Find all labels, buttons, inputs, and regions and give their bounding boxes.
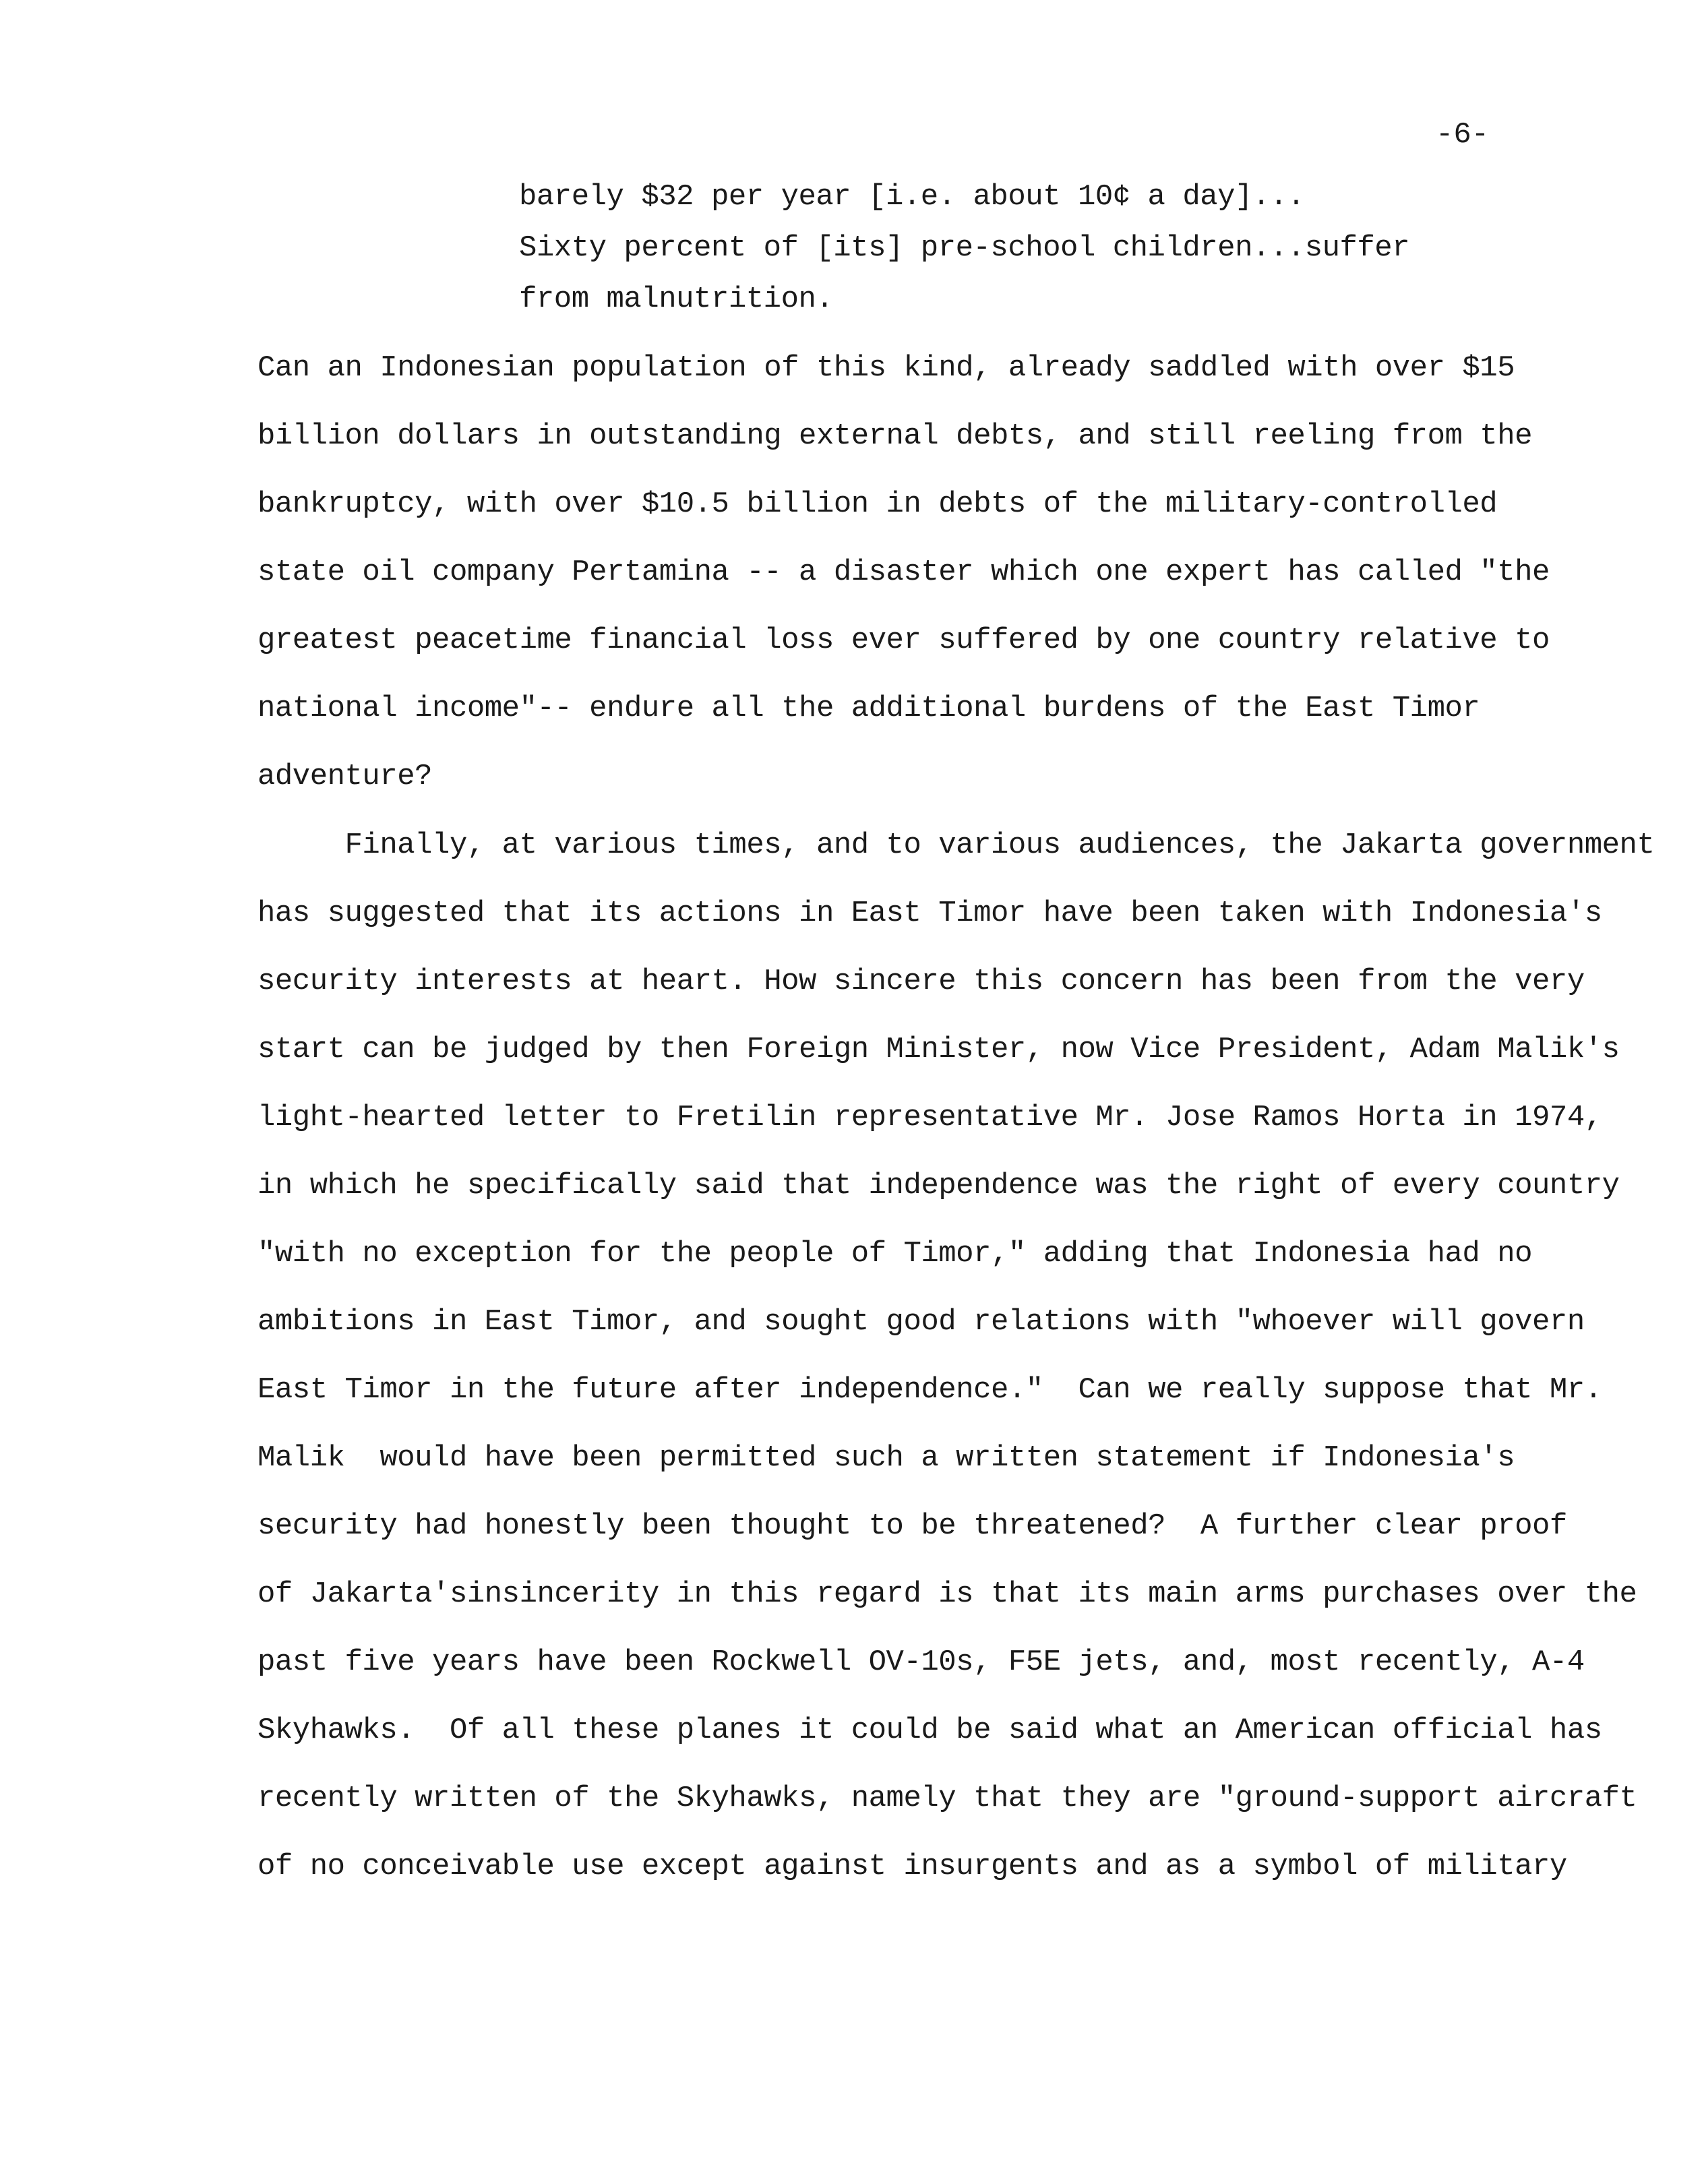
body-text-line: Can an Indonesian population of this kind, already saddled with over $15 xyxy=(257,351,1515,385)
body-text-line: in which he specifically said that independence was the right of every country xyxy=(257,1169,1620,1203)
page-number: -6- xyxy=(1436,118,1490,152)
body-text-line: recently written of the Skyhawks, namely that they are "ground-support aircraft xyxy=(257,1782,1637,1815)
body-text-line: bankruptcy, with over $10.5 billion in debts of the military-controlled xyxy=(257,487,1498,521)
body-text-line: billion dollars in outstanding external debts, and still reeling from the xyxy=(257,419,1533,453)
body-text-line: East Timor in the future after independence." Can we really suppose that Mr. xyxy=(257,1373,1602,1407)
quote-line: from malnutrition. xyxy=(519,282,834,316)
body-text-line: greatest peacetime financial loss ever suffered by one country relative to xyxy=(257,624,1550,657)
body-text-line: security interests at heart. How sincere this concern has been from the very xyxy=(257,965,1585,998)
quote-line: barely $32 per year [i.e. about 10¢ a day]... xyxy=(519,180,1305,214)
body-text-line: start can be judged by then Foreign Minister, now Vice President, Adam Malik's xyxy=(257,1033,1620,1066)
body-text-line: adventure? xyxy=(257,760,433,793)
body-text-line: Skyhawks. Of all these planes it could be said what an American official has xyxy=(257,1713,1602,1747)
body-text-line: state oil company Pertamina -- a disaster which one expert has called "the xyxy=(257,555,1550,589)
body-text-line: ambitions in East Timor, and sought good relations with "whoever will govern xyxy=(257,1305,1585,1339)
body-text-line: of Jakarta'sinsincerity in this regard is that its main arms purchases over the xyxy=(257,1577,1637,1611)
body-text-line: "with no exception for the people of Timor," adding that Indonesia had no xyxy=(257,1237,1533,1271)
quote-line: Sixty percent of [its] pre-school children...suffer xyxy=(519,231,1410,265)
body-text-line: Finally, at various times, and to various audiences, the Jakarta government xyxy=(257,828,1655,862)
body-text-line: light-hearted letter to Fretilin representative Mr. Jose Ramos Horta in 1974, xyxy=(257,1101,1602,1134)
body-text-line: national income"-- endure all the additional burdens of the East Timor xyxy=(257,692,1480,725)
body-text-line: security had honestly been thought to be threatened? A further clear proof xyxy=(257,1509,1567,1543)
body-text-line: has suggested that its actions in East Timor have been taken with Indonesia's xyxy=(257,897,1602,930)
body-text-line: of no conceivable use except against insurgents and as a symbol of military xyxy=(257,1850,1567,1883)
body-text-line: Malik would have been permitted such a written statement if Indonesia's xyxy=(257,1441,1515,1475)
body-text-line: past five years have been Rockwell OV-10s, F5E jets, and, most recently, A-4 xyxy=(257,1645,1585,1679)
